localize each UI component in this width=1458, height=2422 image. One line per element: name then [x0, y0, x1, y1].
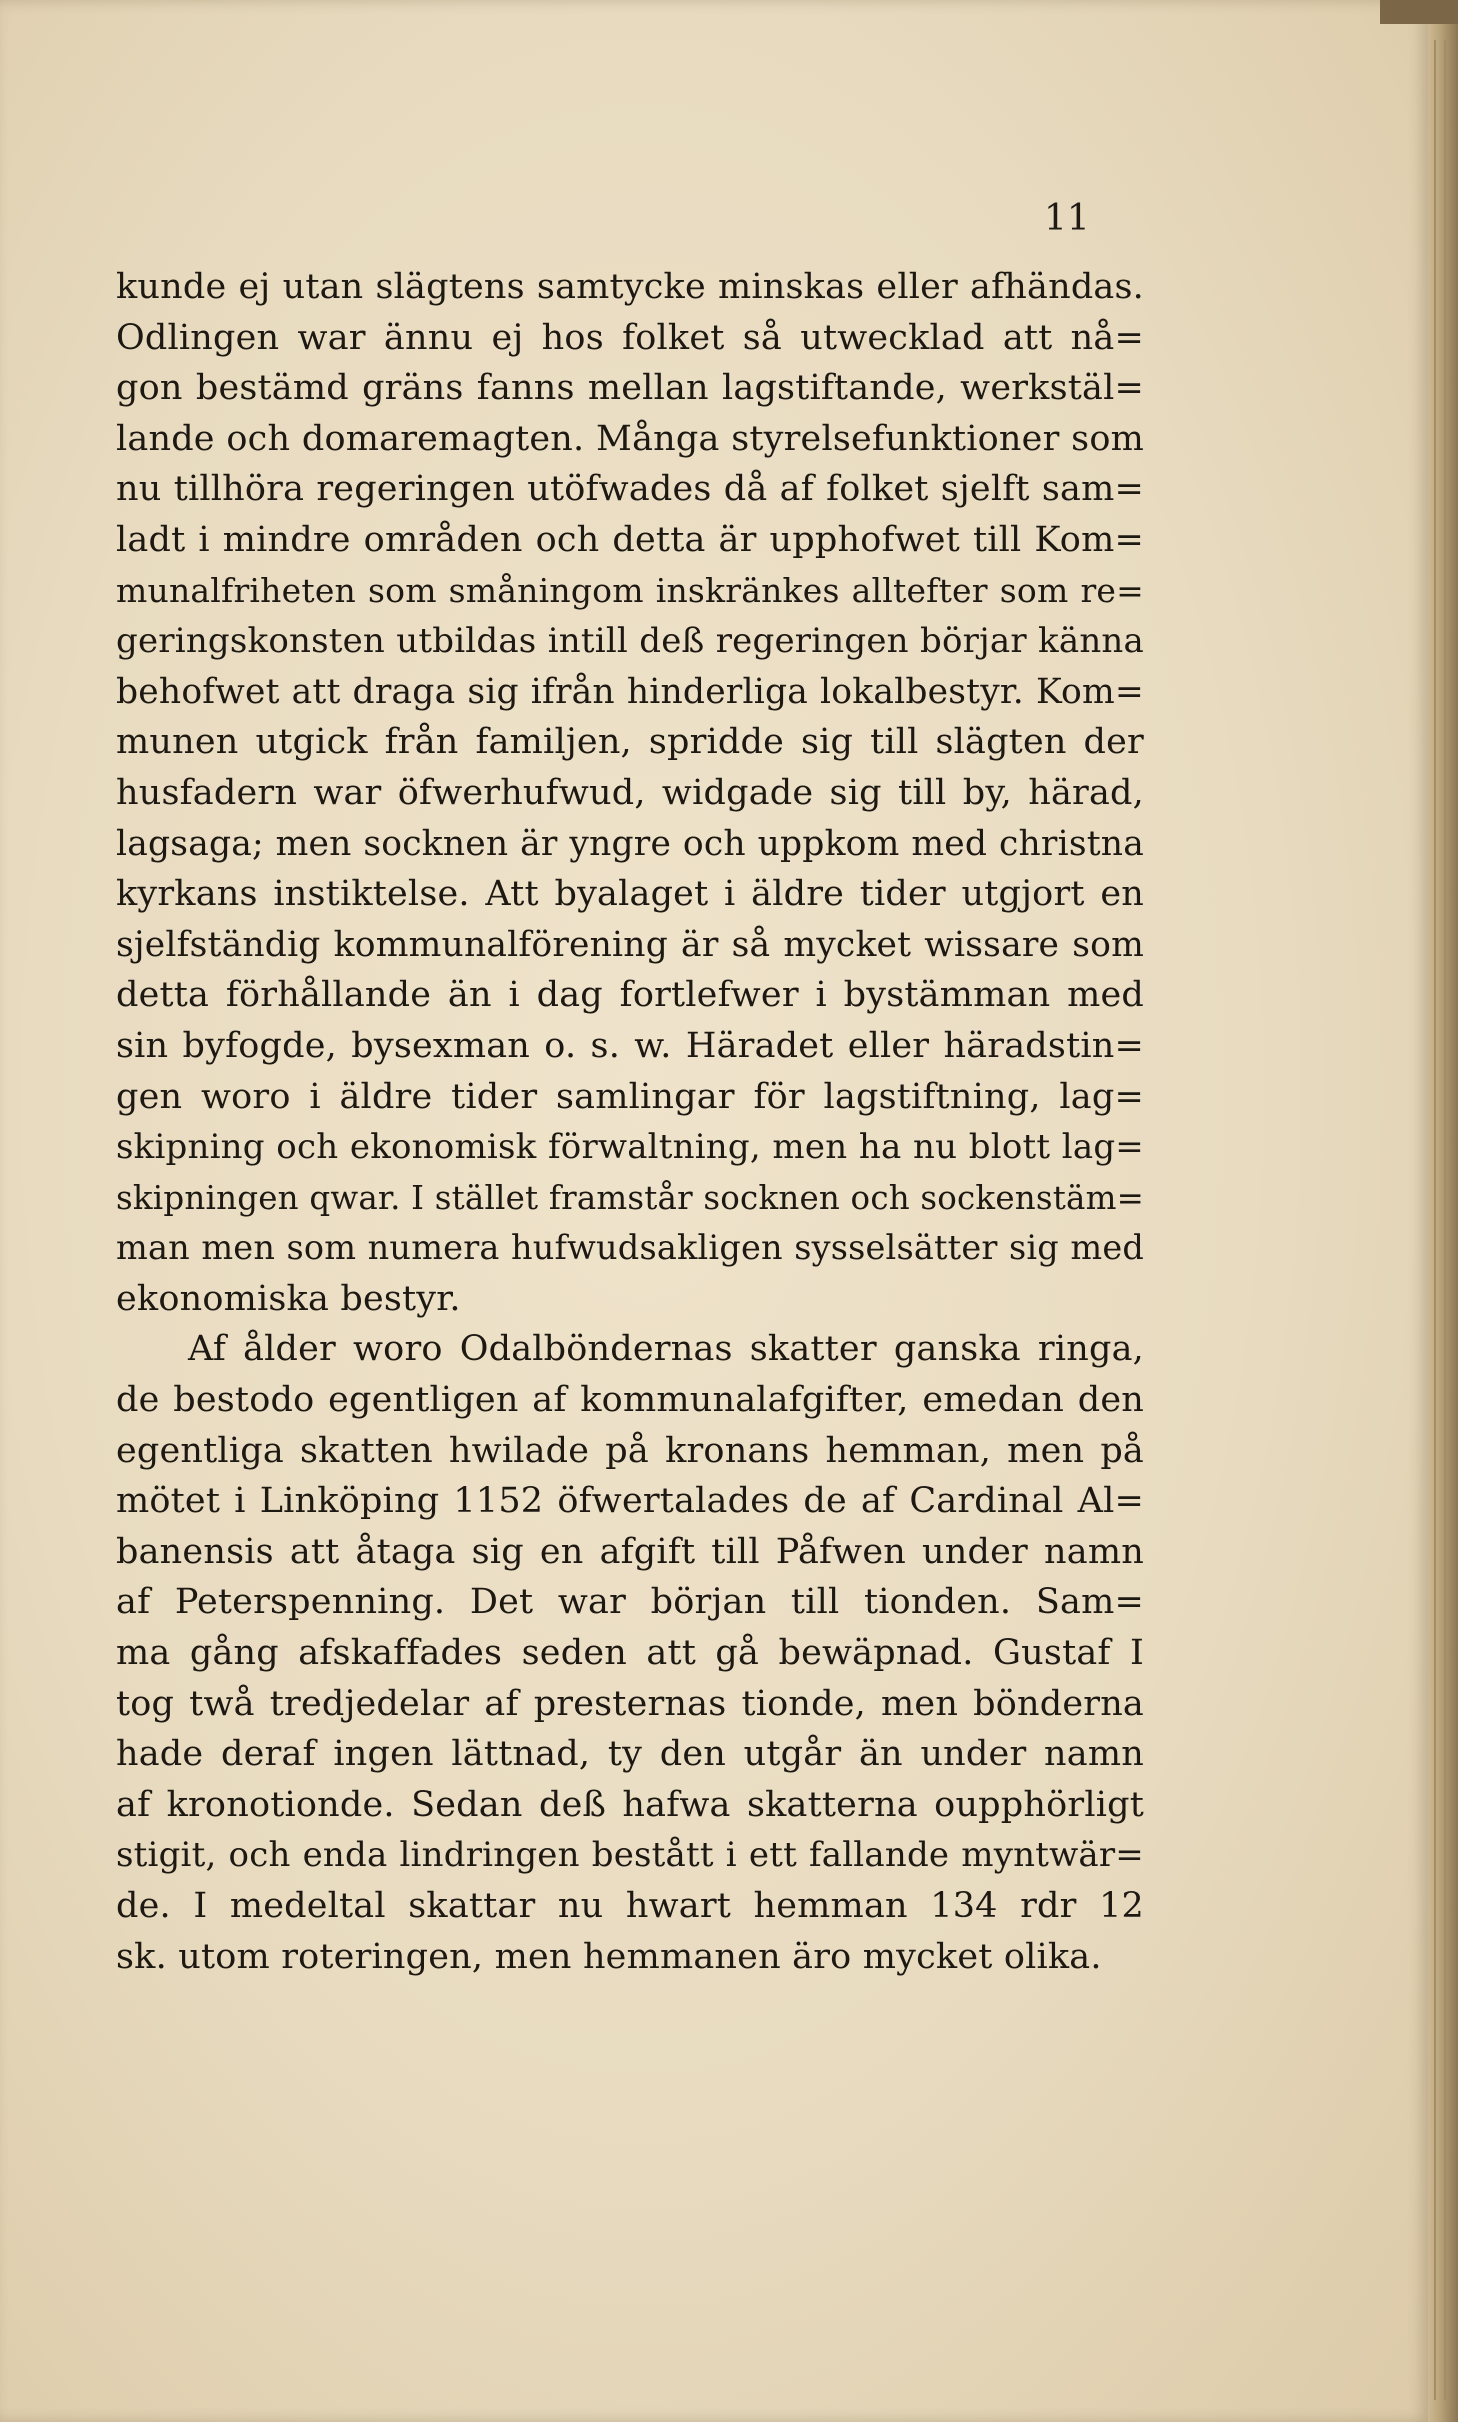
text-line: ekonomiska bestyr. — [116, 1278, 461, 1319]
text-line: man men som numera hufwudsakligen sysselsätter sig med — [116, 1228, 1144, 1268]
edge-line — [1434, 40, 1436, 2400]
text-line: munen utgick från familjen, spridde sig till slägten der — [116, 722, 1144, 763]
text-line: husfadern war öfwerhufwud, widgade sig till by, härad, — [116, 772, 1144, 813]
text-line: lande och domaremagten. Många styrelsefunktioner som — [116, 418, 1144, 459]
text-line: Af ålder woro Odalböndernas skatter ganska ringa, — [188, 1329, 1144, 1370]
text-line: de. I medeltal skattar nu hwart hemman 134 rdr 12 — [116, 1886, 1144, 1926]
text-line: sk. utom roteringen, men hemmanen äro mycket olika. — [116, 1936, 1102, 1977]
text-line: af Peterspenning. Det war början till tionden. Sam= — [116, 1582, 1144, 1623]
text-line: de bestodo egentligen af kommunalafgifter, emedan den — [116, 1380, 1144, 1421]
page-number: 11 — [1044, 198, 1090, 239]
corner-shadow — [1380, 0, 1458, 24]
text-line: nu tillhöra regeringen utöfwades då af folket sjelft sam= — [116, 469, 1144, 510]
text-line: ladt i mindre områden och detta är upphofwet till Kom= — [116, 519, 1144, 560]
text-line: skipningen qwar. I stället framstår socknen och sockenstäm= — [116, 1178, 1145, 1217]
text-line: kyrkans instiktelse. Att byalaget i äldre tider utgjort en — [116, 874, 1144, 915]
text-line: af kronotionde. Sedan deß hafwa skatterna oupphörligt — [116, 1784, 1144, 1825]
text-line: gen woro i äldre tider samlingar för lagstiftning, lag= — [116, 1076, 1144, 1117]
text-line: ma gång afskaffades seden att gå bewäpnad. Gustaf I — [116, 1633, 1144, 1674]
text-line: lagsaga; men socknen är yngre och uppkom med christna — [116, 823, 1144, 864]
text-line: banensis att åtaga sig en afgift till Påfwen under namn — [116, 1531, 1144, 1572]
text-line: tog twå tredjedelar af presternas tionde, men bönderna — [116, 1683, 1144, 1724]
text-line: behofwet att draga sig ifrån hinderliga lokalbestyr. Kom= — [116, 671, 1144, 712]
edge-line — [1444, 40, 1446, 2400]
text-line: geringskonsten utbildas intill deß regeringen börjar känna — [116, 621, 1144, 662]
body-text — [116, 262, 1144, 1982]
text-line: skipning och ekonomisk förwaltning, men ha nu blott lag= — [116, 1127, 1144, 1168]
text-line: stigit, och enda lindringen bestått i ett fallande myntwär= — [116, 1835, 1144, 1876]
text-line: mötet i Linköping 1152 öfwertalades de af Cardinal Al= — [116, 1481, 1144, 1522]
text-line: gon bestämd gräns fanns mellan lagstiftande, werkstäl= — [116, 368, 1144, 409]
text-line: egentliga skatten hwilade på kronans hemman, men på — [116, 1430, 1144, 1471]
text-line: Odlingen war ännu ej hos folket så utwecklad att nå= — [116, 317, 1144, 358]
text-line: munalfriheten som småningom inskränkes alltefter som re= — [116, 570, 1144, 610]
page-edge — [1428, 0, 1458, 2422]
text-line: hade deraf ingen lättnad, ty den utgår än under namn — [116, 1734, 1144, 1775]
text-line: sjelfständig kommunalförening är så mycket wissare som — [116, 924, 1144, 965]
text-line: kunde ej utan slägtens samtycke minskas eller afhändas. — [116, 267, 1144, 307]
text-line: sin byfogde, bysexman o. s. w. Häradet eller häradstin= — [116, 1025, 1144, 1066]
text-line: detta förhållande än i dag fortlefwer i bystämman med — [116, 975, 1144, 1016]
